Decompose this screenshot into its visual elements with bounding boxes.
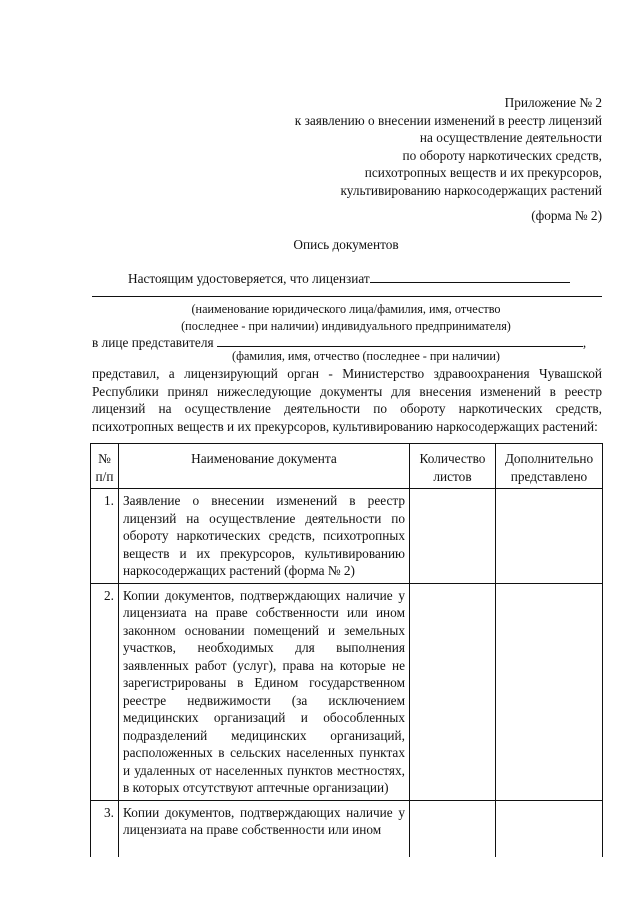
licensee-blank[interactable] bbox=[370, 270, 570, 283]
certify-line bbox=[128, 270, 570, 287]
table-row bbox=[91, 489, 603, 584]
form-number: (форма № 2) bbox=[531, 208, 602, 223]
row-document-name: Копии документов, подтверждающих наличие у лицензиата на праве собственности или ином законном основании помещений и земельных участков, необходимых для выполнения заявленных работ (услуг), права на которые не зарегистрированы в Едином государственном реестре недвижимости (за исключением медицинских организаций и обособленных подразделений медицинских организаций, расположенных в сельских населенных пунктах и удаленных от населенных пунктов местностях, в которых отсутствуют аптечные организации) bbox=[119, 583, 410, 800]
row-additional[interactable] bbox=[496, 583, 603, 800]
appendix-line: культивированию наркосодержащих растений bbox=[340, 182, 602, 198]
row-sheet-count[interactable] bbox=[410, 583, 496, 800]
appendix-line: Приложение № 2 bbox=[504, 95, 602, 110]
representative-note: (фамилия, имя, отчество (последнее - при наличии) bbox=[232, 349, 500, 363]
document-title: Опись документов bbox=[293, 237, 399, 252]
appendix-line: к заявлению о внесении изменений в реестр лицензий bbox=[294, 112, 602, 128]
intro-paragraph: представил, а лицензирующий орган - Министерство здравоохранения Чувашской Республики принял нижеследующие документы для внесения изменений в реестр лицензий на осуществление деятельности по обороту наркотических средств, психотропных веществ и их прекурсоров, культивированию наркосодержащих растений: bbox=[92, 366, 602, 434]
header-count: Количество листов bbox=[410, 444, 496, 489]
row-num: 1. bbox=[91, 489, 119, 584]
licensee-note bbox=[90, 301, 602, 335]
documents-table bbox=[90, 443, 603, 857]
row-document-name: Копии документов, подтверждающих наличие у лицензиата на праве собственности или ином bbox=[119, 800, 410, 857]
row-sheet-count[interactable] bbox=[410, 489, 496, 584]
appendix-header bbox=[295, 94, 602, 200]
appendix-line: по обороту наркотических средств, bbox=[402, 147, 602, 163]
table-row bbox=[91, 800, 603, 857]
document-page bbox=[90, 0, 602, 904]
certify-text: Настоящим удостоверяется, что лицензиат bbox=[128, 271, 370, 286]
appendix-line: на осуществление деятельности bbox=[419, 130, 602, 146]
licensee-note-line2: (последнее - при наличии) индивидуального предпринимателя) bbox=[181, 319, 511, 333]
header-num: № п/п bbox=[91, 444, 119, 489]
row-additional[interactable] bbox=[496, 489, 603, 584]
header-extra: Дополнительно представлено bbox=[496, 444, 603, 489]
header-name: Наименование документа bbox=[119, 444, 410, 489]
licensee-name-blank[interactable] bbox=[92, 296, 602, 297]
row-sheet-count[interactable] bbox=[410, 800, 496, 857]
table-header-row bbox=[91, 444, 603, 489]
row-num: 2. bbox=[91, 583, 119, 800]
row-document-name: Заявление о внесении изменений в реестр лицензий на осуществление деятельности по обороту наркотических средств, психотропных веществ и их прекурсоров, культивированию наркосодержащих растений (форма № 2) bbox=[119, 489, 410, 584]
row-num: 3. bbox=[91, 800, 119, 857]
represented-comma: , bbox=[582, 335, 587, 350]
appendix-line: психотропных веществ и их прекурсоров, bbox=[364, 165, 602, 181]
table-row bbox=[91, 583, 603, 800]
representative-blank[interactable] bbox=[217, 334, 583, 347]
row-additional[interactable] bbox=[496, 800, 603, 857]
represented-by-text: в лице представителя bbox=[92, 335, 214, 350]
licensee-note-line1: (наименование юридического лица/фамилия, имя, отчество bbox=[191, 302, 501, 316]
